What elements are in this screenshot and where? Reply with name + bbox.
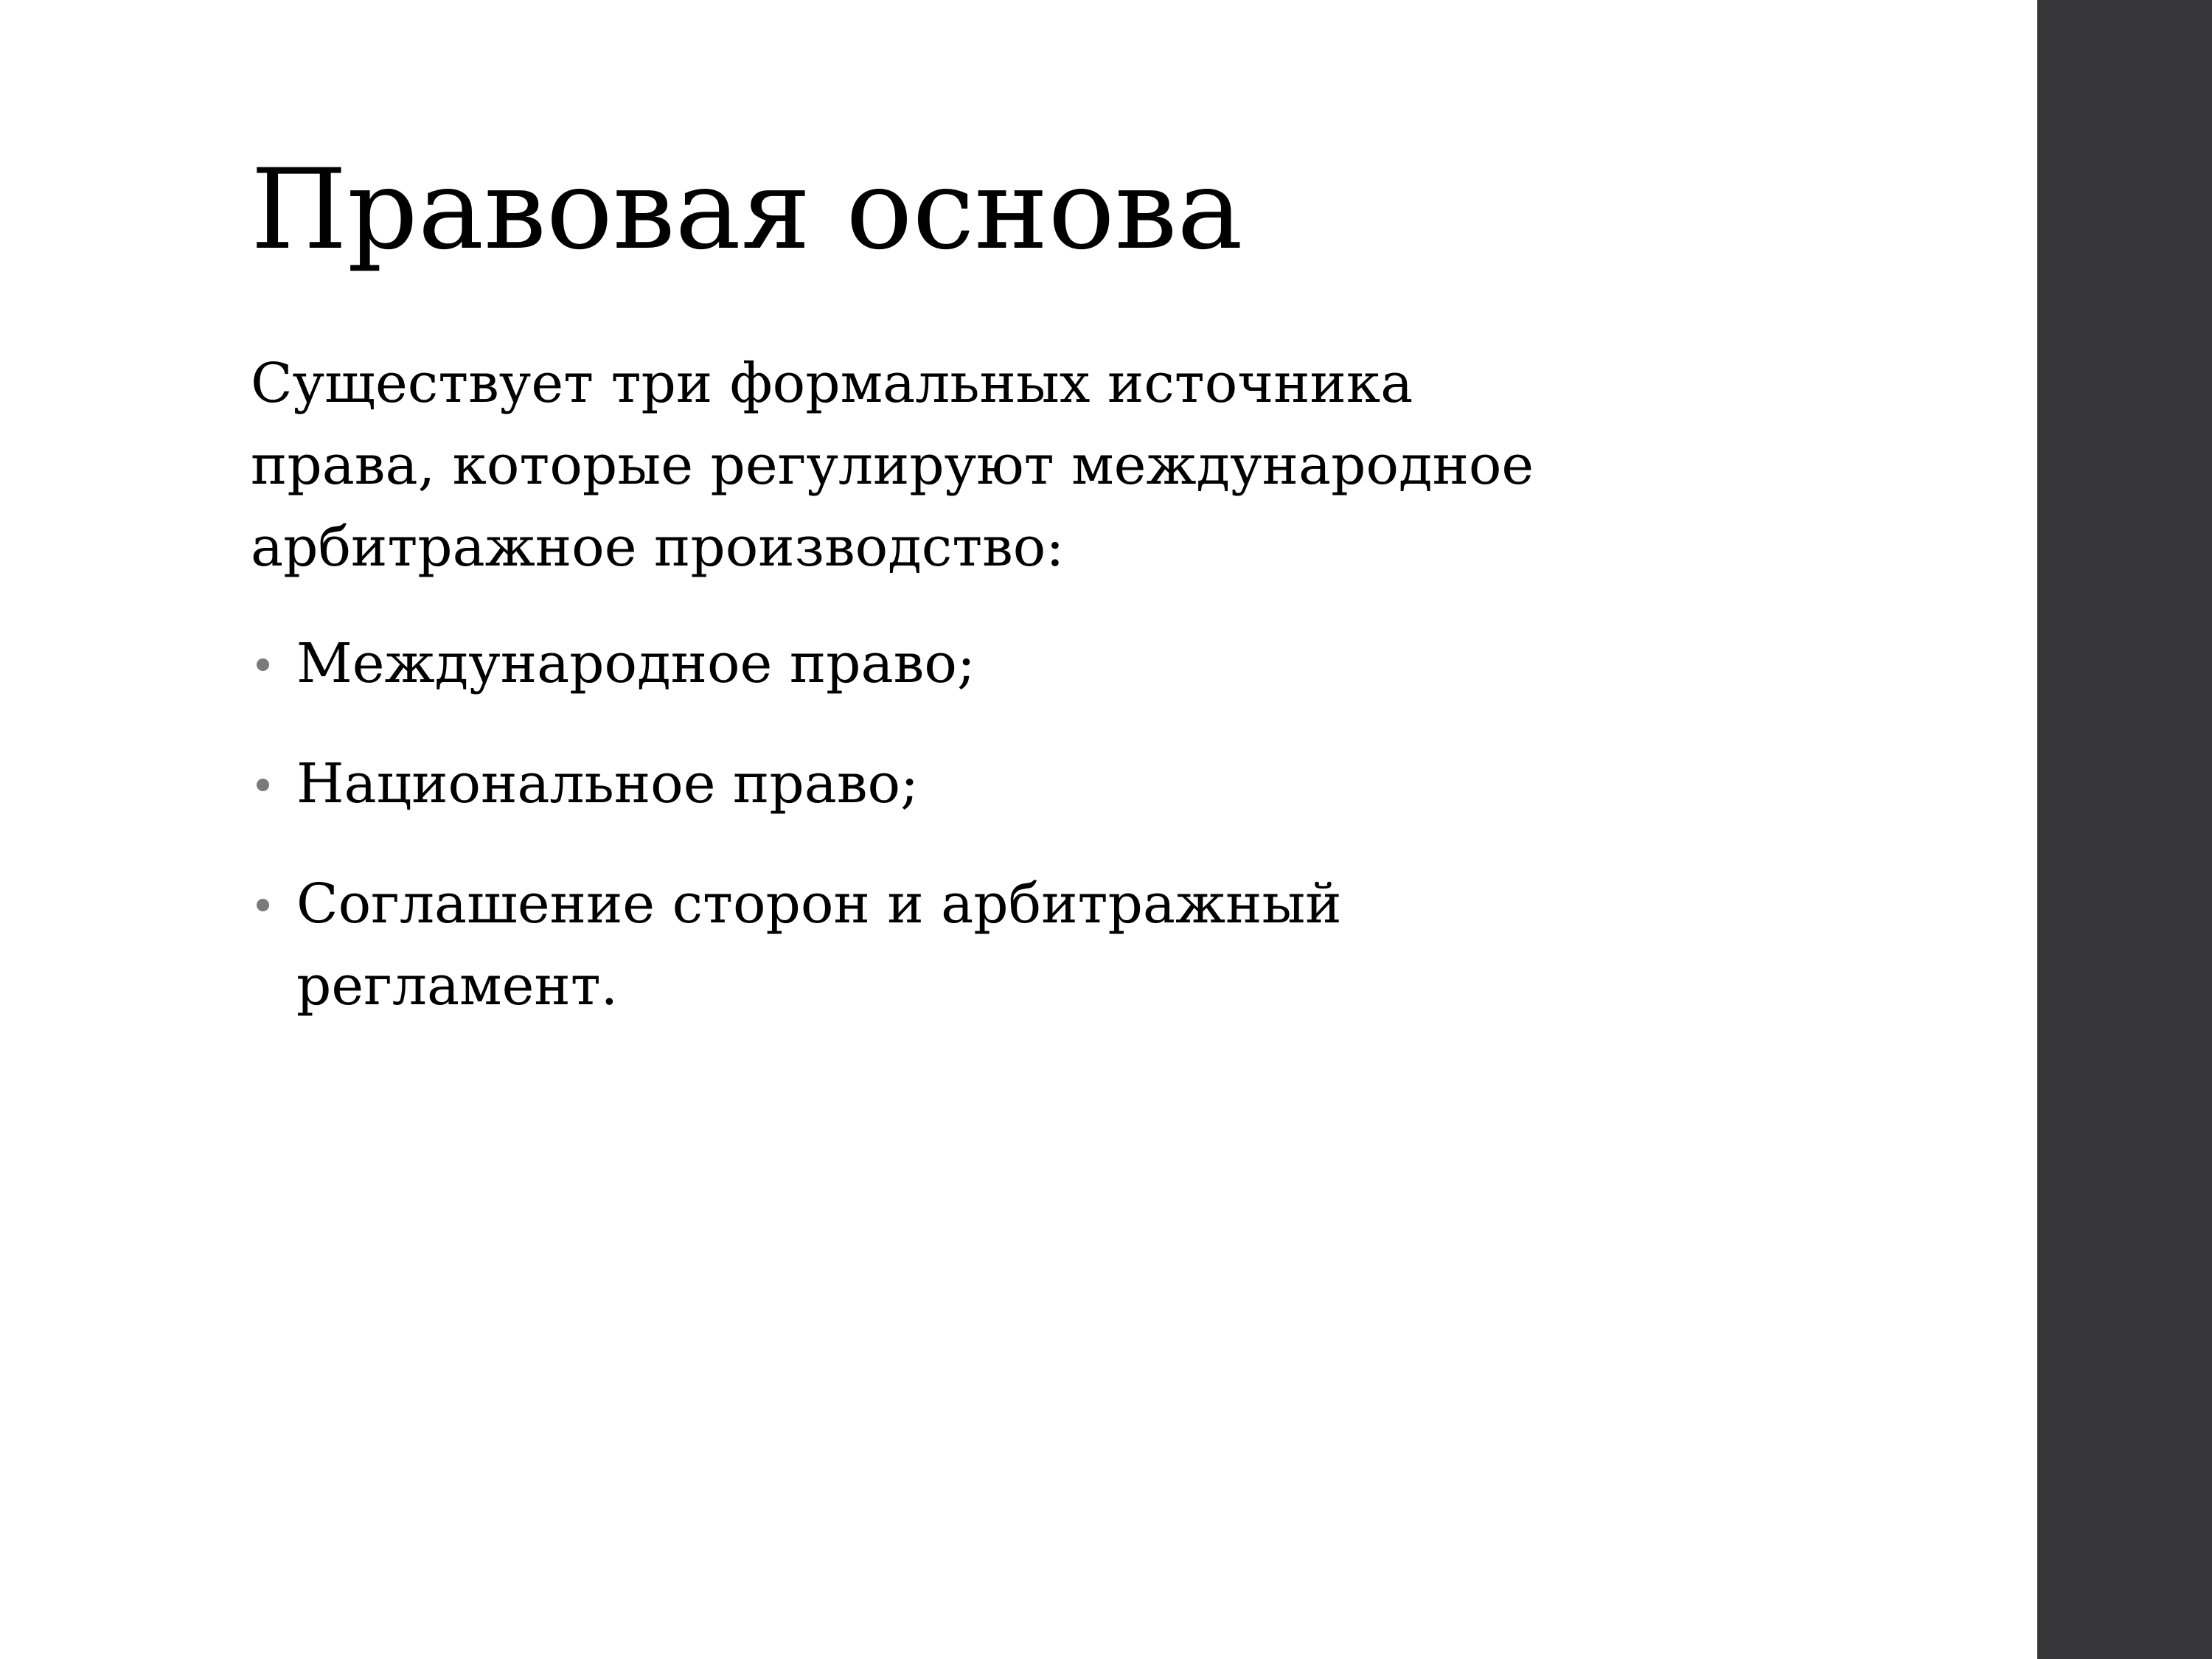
bullet-item xyxy=(251,623,1799,705)
bullet-text xyxy=(296,743,1799,825)
intro-line: Существует три формальных источника xyxy=(251,352,1413,415)
bullet-line: Соглашение сторон и арбитражный xyxy=(296,872,1342,936)
bullet-dot-icon xyxy=(257,779,269,791)
bullet-text xyxy=(296,863,1799,1027)
bullet-dot-icon xyxy=(257,899,269,911)
bullet-line: Национальное право; xyxy=(296,752,919,815)
slide-title: Правовая основа xyxy=(251,146,1243,274)
intro-line: права, которые регулируют международное xyxy=(251,434,1534,497)
side-bar xyxy=(2037,0,2212,1659)
intro-line: арбитражное производство: xyxy=(251,515,1065,579)
bullet-item xyxy=(251,863,1799,1027)
bullet-line: регламент. xyxy=(296,954,619,1018)
bullet-dot-icon xyxy=(257,658,269,671)
bullet-text xyxy=(296,623,1799,705)
intro-paragraph xyxy=(251,343,1725,588)
bullet-list xyxy=(251,623,1799,1065)
bullet-item xyxy=(251,743,1799,825)
bullet-line: Международное право; xyxy=(296,632,975,695)
